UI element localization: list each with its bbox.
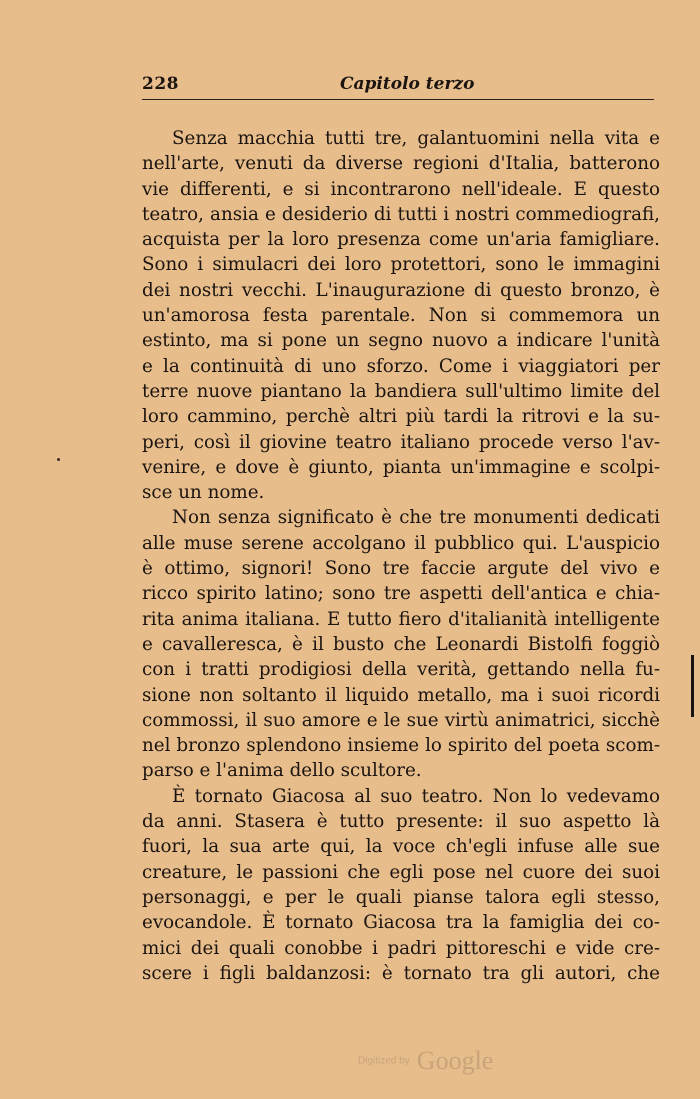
text-line: dei nostri vecchi. L'inaugurazione di questo bronzo, è	[142, 279, 660, 301]
text-line: e la continuità di uno sforzo. Come i viaggiatori per	[142, 355, 660, 377]
text-line: peri, così il giovine teatro italiano procede verso l'av-	[142, 431, 660, 453]
text-line: nell'arte, venuti da diverse regioni d'Italia, batterono	[142, 153, 660, 175]
text-line: Senza macchia tutti tre, galantuomini nella vita e	[172, 128, 660, 149]
text-line: commossi, il suo amore e le sue virtù animatrici, sicchè	[142, 709, 660, 731]
google-logo: Google	[416, 1046, 494, 1075]
paragraph-1	[142, 126, 660, 505]
text-line: è ottimo, signori! Sono tre faccie argute del vivo e	[142, 558, 660, 580]
body-text	[142, 126, 660, 986]
text-line: personaggi, e per le quali pianse talora egli stesso,	[142, 886, 660, 908]
text-line: fuori, la sua arte qui, la voce ch'egli infuse alle sue	[142, 836, 660, 858]
text-line: nel bronzo splendono insieme lo spirito del poeta scom-	[142, 735, 660, 757]
text-line: da anni. Stasera è tutto presente: il suo aspetto là	[142, 811, 660, 833]
text-line: vie differenti, e si incontrarono nell'ideale. E questo	[142, 178, 660, 200]
digitized-by-google-watermark	[358, 1046, 493, 1076]
text-line: mici dei quali conobbe i padri pittoreschi e vide cre-	[142, 937, 660, 959]
text-line: e cavalleresca, è il busto che Leonardi Bistolfi foggiò	[142, 633, 660, 655]
text-line: È tornato Giacosa al suo teatro. Non lo vedevamo	[172, 785, 660, 807]
text-line: con i tratti prodigiosi della verità, gettando nella fu-	[142, 659, 660, 681]
text-line: creature, le passioni che egli pose nel cuore dei suoi	[142, 861, 660, 883]
text-line: un'amorosa festa parentale. Non si commemora un	[142, 305, 660, 327]
text-line: rita anima italiana. E tutto fiero d'italianità intelligente	[142, 608, 660, 630]
text-line: Sono i simulacri dei loro protettori, sono le immagini	[142, 254, 660, 276]
text-line: scere i figli baldanzosi: è tornato tra gli autori, che	[142, 962, 660, 984]
paragraph-2	[142, 505, 660, 783]
text-line: venire, e dove è giunto, pianta un'immagine e scolpi-	[142, 456, 660, 478]
text-line: sione non soltanto il liquido metallo, ma i suoi ricordi	[142, 684, 660, 706]
text-line: acquista per la loro presenza come un'aria famigliare.	[142, 229, 660, 251]
text-line: evocandole. È tornato Giacosa tra la famiglia dei co-	[142, 912, 660, 934]
watermark-prefix: Digitized by	[358, 1055, 410, 1067]
text-line: estinto, ma si pone un segno nuovo a indicare l'unità	[142, 330, 660, 352]
paragraph-3	[142, 784, 660, 986]
text-line: terre nuove piantano la bandiera sull'ultimo limite del	[142, 380, 660, 402]
text-line: sce un nome.	[142, 482, 265, 504]
margin-mark	[691, 655, 694, 717]
header-rule	[142, 99, 654, 100]
text-line: ricco spirito latino; sono tre aspetti dell'antica e chia-	[142, 583, 660, 605]
text-line: parso e l'anima dello scultore.	[142, 760, 422, 782]
text-line: Non senza significato è che tre monumenti dedicati	[172, 507, 660, 529]
page-number: 228	[142, 74, 179, 94]
ink-speck	[57, 458, 60, 461]
text-line: alle muse serene accolgano il pubblico qui. L'auspicio	[142, 532, 660, 554]
text-line: loro cammino, perchè altri più tardi la ritrovi e la su-	[142, 406, 660, 428]
text-line: teatro, ansia e desiderio di tutti i nostri commediografi,	[142, 203, 660, 225]
running-head: Capitolo terzo	[340, 74, 475, 94]
